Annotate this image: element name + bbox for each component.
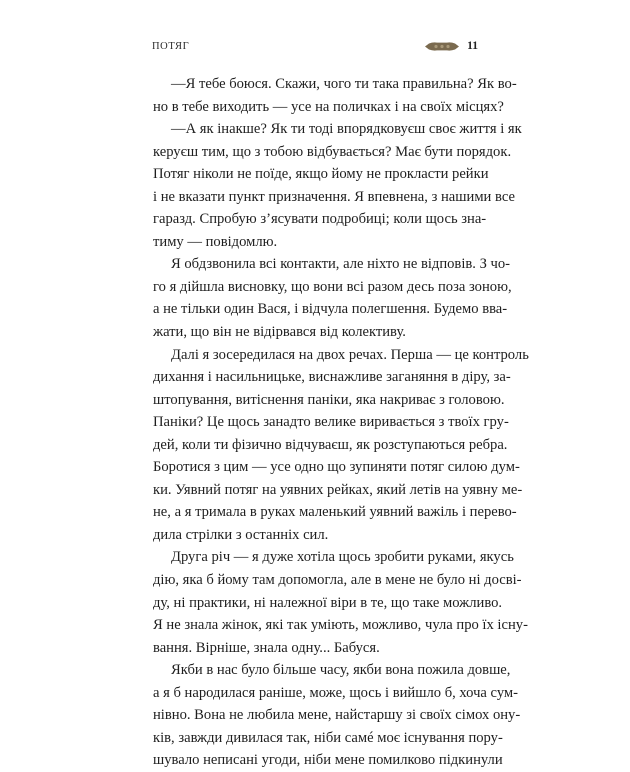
decorative-ornament-icon: [425, 42, 459, 51]
page-header: [152, 38, 478, 54]
running-title: ПОТЯГ: [152, 40, 190, 52]
text-line: жати, що він не відірвався від колективу.: [153, 324, 406, 341]
text-line: вання. Вірніше, знала одну... Бабуся.: [153, 639, 380, 656]
text-line: шувало неписані угоди, ніби мене помилково підкинули: [153, 752, 503, 769]
text-line: Боротися з цим — усе одно що зупиняти потяг силою дум-: [153, 459, 520, 476]
page-number: 11: [467, 40, 478, 52]
text-line: Потяг ніколи не поїде, якщо йому не прокласти рейки: [153, 166, 489, 183]
text-line: а я б народилася раніше, може, щось і вийшло б, хоча сум-: [153, 684, 519, 701]
text-line: Далі я зосередилася на двох речах. Перша — це контроль: [171, 346, 529, 363]
text-line: ду, ні практики, ні належної віри в те, що таке можливо.: [153, 594, 503, 611]
text-line: гаразд. Спробую з’ясувати подробиці; коли щось зна-: [153, 211, 487, 228]
text-line: дила стрілки з останніх сил.: [153, 526, 329, 543]
text-line: дей, коли ти фізично відчуваєш, як розступаються ребра.: [153, 436, 508, 453]
text-line: не, а я тримала в руках маленький уявний важіль і перево-: [153, 504, 517, 521]
text-line: тиму — повідомлю.: [153, 233, 278, 250]
text-line: ків, завжди дивилася так, ніби самé моє існування пору-: [153, 729, 503, 746]
text-line: Я не знала жінок, які так уміють, можливо, чула про їх існу-: [153, 617, 528, 634]
text-line: нівно. Вона не любила мене, найстаршу зі своїх сімох ону-: [153, 707, 521, 724]
text-line: Паніки? Це щось занадто велике виривається з твоїх гру-: [153, 414, 509, 431]
text-line: —А як інакше? Як ти тоді впорядковуєш своє життя і як: [171, 121, 522, 138]
text-line: ки. Уявний потяг на уявних рейках, який летів на уявну ме-: [153, 481, 523, 498]
text-line: Друга річ — я дуже хотіла щось зробити руками, якусь: [171, 549, 514, 566]
text-line: но в тебе виходить — усе на поличках і на своїх місцях?: [153, 98, 504, 115]
text-line: штопування, витіснення паніки, яка накриває з головою.: [153, 391, 505, 408]
text-line: —Я тебе боюся. Скажи, чого ти така правильна? Як во-: [171, 76, 517, 92]
text-line: Якби в нас було більше часу, якби вона пожила довше,: [171, 662, 511, 679]
text-line: Я обдзвонила всі контакти, але ніхто не відповів. З чо-: [171, 256, 511, 273]
folio: [425, 40, 478, 52]
body-text: [153, 73, 529, 772]
text-line: го я дійшла висновку, що вони всі разом десь поза зоною,: [153, 278, 512, 295]
text-line: а не тільки один Вася, і відчула полегшення. Будемо вва-: [153, 301, 508, 318]
text-line: і не вказати пункт призначення. Я впевнена, з нашими все: [153, 188, 515, 205]
text-line: керуєш тим, що з тобою відбувається? Має бути порядок.: [153, 143, 512, 160]
text-line: дихання і насильницьке, виснажливе заганяння в діру, за-: [153, 369, 511, 386]
text-line: дію, яка б йому там допомогла, але в мене не було ні досві-: [153, 572, 522, 589]
